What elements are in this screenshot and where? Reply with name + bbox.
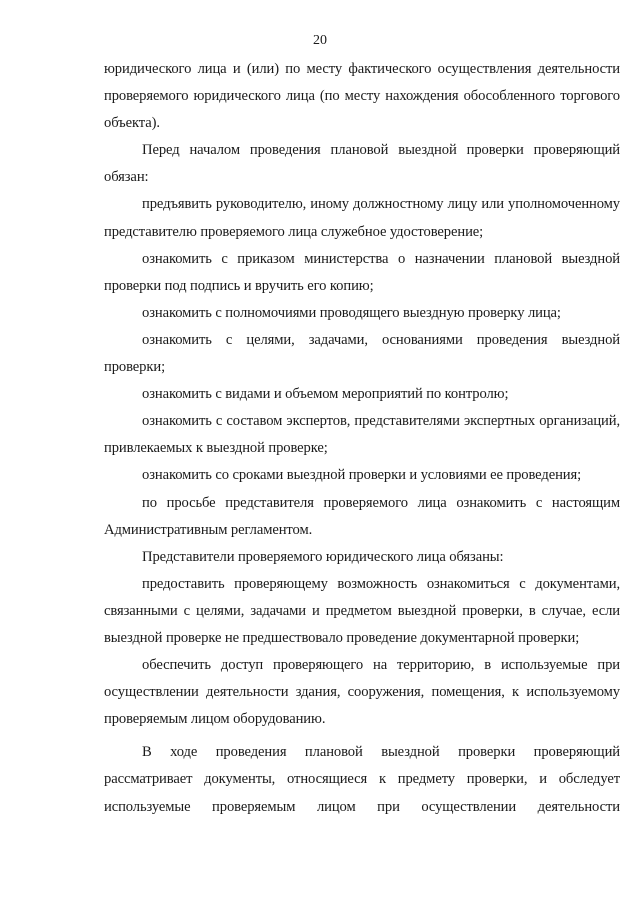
paragraph-provide-documents: предоставить проверяющему возможность ознакомиться с документами, связанными с целями, задачами и предметом выездной проверки, в случае, если выездной проверке не предшествовало проведение документарной проверки; — [104, 575, 620, 646]
paragraph-inspector-duties-intro: Перед началом проведения плановой выездной проверки проверяющий обязан: — [104, 142, 620, 186]
paragraph-regulation-acquaintance: по просьбе представителя проверяемого лица ознакомить с настоящим Административным регламентом. — [104, 494, 620, 538]
paragraph-experts-acquaintance: ознакомить с составом экспертов, представителями экспертных организаций, привлекаемых к выездной проверке; — [104, 413, 620, 457]
paragraph-provide-access: обеспечить доступ проверяющего на территорию, в используемые при осуществлении деятельности здания, сооружения, помещения, к используемому проверяемым лицом оборудованию. — [104, 657, 620, 728]
paragraph-authority-acquaintance: ознакомить с полномочиями проводящего выездную проверку лица; — [142, 304, 561, 321]
paragraph-representative-duties-intro: Представители проверяемого юридического лица обязаны: — [142, 548, 504, 565]
paragraph-inspection-process: В ходе проведения плановой выездной проверки проверяющий рассматривает документы, относящиеся к предмету проверки, и обследует используемые проверяемым лицом при осуществлении деятельности — [104, 744, 620, 815]
paragraph-measures-acquaintance: ознакомить с видами и объемом мероприятий по контролю; — [142, 386, 509, 403]
paragraph-terms-acquaintance: ознакомить со сроками выездной проверки и условиями ее проведения; — [142, 467, 582, 484]
paragraph-goals-acquaintance: ознакомить с целями, задачами, основаниями проведения выездной проверки; — [104, 331, 620, 376]
document-body — [104, 56, 620, 821]
paragraph-present-certificate: предъявить руководителю, иному должностному лицу или уполномоченному представителю проверяемого лица служебное удостоверение; — [104, 196, 620, 240]
page-number: 20 — [313, 33, 327, 48]
paragraph-location: юридического лица и (или) по месту фактического осуществления деятельности проверяемого юридического лица (по месту нахождения обособленного торгового объекта). — [104, 61, 620, 132]
paragraph-order-acquaintance: ознакомить с приказом министерства о назначении плановой выездной проверки под подпись и вручить его копию; — [104, 250, 620, 294]
